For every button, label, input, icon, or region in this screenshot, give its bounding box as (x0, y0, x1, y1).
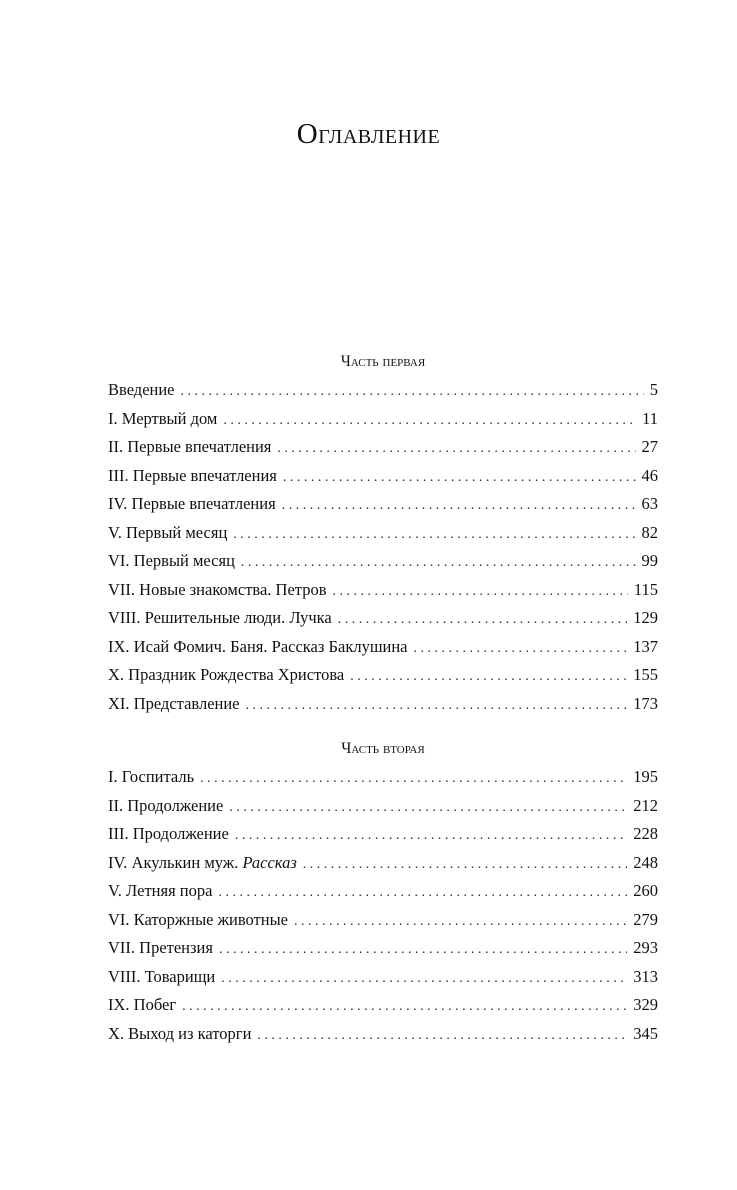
entry-title: XI. Представление (108, 693, 240, 713)
dot-leader (333, 578, 628, 607)
entry-page-number: 155 (633, 665, 658, 684)
dot-leader (283, 464, 636, 493)
dot-leader (414, 635, 628, 664)
toc-entry[interactable] (108, 462, 658, 491)
toc-entry[interactable] (108, 690, 658, 719)
dot-leader (282, 492, 636, 521)
dot-leader (233, 521, 635, 550)
dot-leader (277, 435, 635, 464)
entry-title: II. Первые впечатления (108, 437, 272, 456)
dot-leader (303, 851, 627, 880)
dot-leader (257, 1022, 627, 1051)
toc-entry[interactable] (108, 519, 658, 548)
toc-part-one (108, 350, 658, 718)
entry-title: X. Выход из каторги (108, 1023, 252, 1043)
toc-entry[interactable] (108, 792, 658, 821)
toc-entry[interactable] (108, 405, 658, 434)
toc-entry[interactable] (108, 877, 658, 906)
entry-page-number: 293 (633, 938, 658, 957)
entry-page-number: 313 (633, 966, 658, 986)
toc-entry[interactable] (108, 633, 658, 662)
dot-leader (200, 765, 627, 794)
entry-title: IV. Первые впечатления (108, 494, 276, 513)
toc-entry[interactable] (108, 963, 658, 992)
entry-page-number: 195 (633, 767, 658, 786)
page-title: Оглавление (296, 118, 441, 150)
toc-entry[interactable] (108, 849, 658, 878)
toc-entry[interactable] (108, 1020, 658, 1049)
toc-entry[interactable] (108, 376, 658, 405)
entry-title-text: IV. Акулькин муж. (108, 852, 239, 872)
dot-leader (219, 936, 627, 965)
entry-title: V. Первый месяц (108, 522, 228, 542)
entry-title: II. Продолжение (108, 795, 224, 815)
toc-entry[interactable] (108, 547, 658, 576)
entry-title: VII. Новые знакомства. Петров (108, 579, 327, 599)
entry-title: V. Летняя пора (108, 881, 213, 900)
dot-leader (338, 606, 628, 635)
entry-page-number: 46 (641, 465, 658, 485)
entry-page-number: 129 (633, 608, 658, 627)
toc-entry[interactable] (108, 604, 658, 633)
toc-list (108, 376, 658, 718)
dot-leader (229, 794, 627, 823)
dot-leader (223, 407, 636, 436)
dot-leader (246, 692, 628, 721)
entry-page-number: 27 (641, 437, 658, 456)
entry-page-number: 279 (633, 909, 658, 929)
entry-page-number: 345 (633, 1023, 658, 1043)
entry-page-number: 11 (642, 408, 658, 428)
entry-page-number: 329 (633, 995, 658, 1014)
entry-title: III. Продолжение (108, 824, 229, 843)
entry-title: Введение (108, 380, 175, 399)
dot-leader (294, 908, 627, 937)
entry-title: VI. Каторжные животные (108, 909, 288, 929)
entry-title: X. Праздник Рождества Христова (108, 665, 345, 684)
toc-list (108, 763, 658, 1048)
toc-entry[interactable] (108, 433, 658, 462)
dot-leader (241, 549, 636, 578)
toc-entry[interactable] (108, 820, 658, 849)
toc-entry[interactable] (108, 991, 658, 1020)
dot-leader (235, 822, 627, 851)
entry-page-number: 99 (641, 551, 658, 570)
entry-title: III. Первые впечатления (108, 465, 277, 485)
entry-page-number: 228 (633, 824, 658, 843)
entry-title-italic: Рассказ (242, 852, 297, 872)
entry-title: VIII. Решительные люди. Лучка (108, 608, 332, 627)
toc-entry[interactable] (108, 906, 658, 935)
entry-title: VIII. Товарищи (108, 966, 216, 986)
entry-title: I. Мертвый дом (108, 408, 218, 428)
part-heading: Часть первая (340, 353, 426, 370)
toc-part-two (108, 737, 658, 1048)
toc-entry[interactable] (108, 763, 658, 792)
entry-page-number: 173 (633, 693, 658, 713)
entry-page-number: 260 (633, 881, 658, 900)
toc-entry[interactable] (108, 934, 658, 963)
entry-page-number: 212 (633, 795, 658, 815)
entry-page-number: 137 (633, 636, 658, 656)
part-heading: Часть вторая (341, 740, 425, 757)
entry-title: IX. Исай Фомич. Баня. Рассказ Баклушина (108, 636, 408, 656)
entry-title: I. Госпиталь (108, 767, 195, 786)
dot-leader (182, 993, 627, 1022)
entry-page-number: 115 (633, 579, 658, 599)
entry-page-number: 82 (641, 522, 658, 542)
entry-title: VI. Первый месяц (108, 551, 235, 570)
toc-entry[interactable] (108, 490, 658, 519)
dot-leader (221, 965, 627, 994)
toc-entry[interactable] (108, 576, 658, 605)
dot-leader (181, 378, 644, 407)
entry-title: VII. Претензия (108, 938, 213, 957)
entry-page-number: 248 (633, 852, 658, 872)
toc-entry[interactable] (108, 661, 658, 690)
entry-page-number: 5 (649, 380, 658, 399)
entry-title: IX. Побег (108, 995, 177, 1014)
entry-title (108, 849, 297, 878)
dot-leader (218, 879, 627, 908)
entry-page-number: 63 (641, 494, 658, 513)
dot-leader (350, 663, 627, 692)
